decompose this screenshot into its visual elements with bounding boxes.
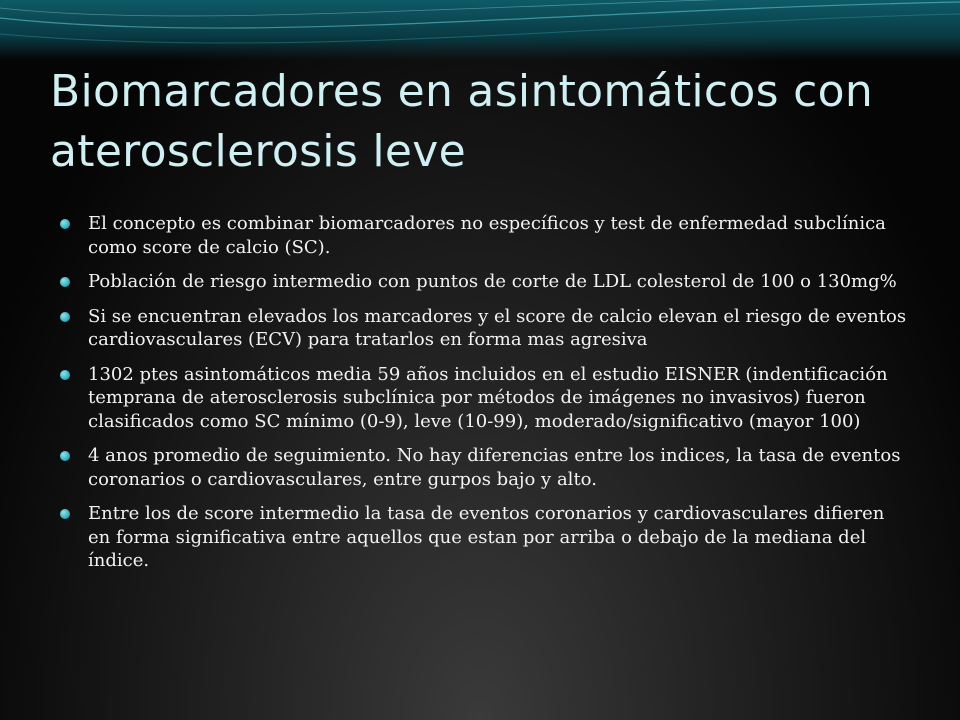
bullet-dot-icon bbox=[60, 219, 70, 229]
bullet-dot-icon bbox=[60, 451, 70, 461]
bullet-item bbox=[60, 502, 910, 573]
bullet-dot-icon bbox=[60, 312, 70, 322]
bullet-text: El concepto es combinar biomarcadores no específicos y test de enfermedad subclínica como score de calcio (SC). bbox=[88, 213, 886, 258]
bullet-dot-icon bbox=[60, 370, 70, 380]
slide-title: Biomarcadores en asintomáticos con aterosclerosis leve bbox=[50, 66, 874, 177]
bullet-dot-icon bbox=[60, 277, 70, 287]
bullet-dot-icon bbox=[60, 509, 70, 519]
bullet-item bbox=[60, 444, 910, 491]
bullet-text: Si se encuentran elevados los marcadores y el score de calcio elevan el riesgo de eventos cardiovasculares (ECV) para tratarlos en forma mas agresiva bbox=[88, 305, 907, 350]
bullet-item bbox=[60, 270, 910, 294]
bullet-text: Población de riesgo intermedio con puntos de corte de LDL colesterol de 100 o 130mg% bbox=[88, 271, 897, 292]
bullet-item bbox=[60, 363, 910, 434]
bullet-item bbox=[60, 212, 910, 259]
bullet-text: Entre los de score intermedio la tasa de eventos coronarios y cardiovasculares difieren en forma significativa entre aquellos que estan por arriba o debajo de la mediana del índice. bbox=[88, 503, 885, 571]
bullet-text: 1302 ptes asintomáticos media 59 años incluidos en el estudio EISNER (indentificación temprana de aterosclerosis subclínica por métodos de imágenes no invasivos) fueron clasificados como SC mínimo (0-9), leve (10-99), moderado/significativo (mayor 100) bbox=[88, 363, 888, 432]
bullet-item bbox=[60, 305, 910, 352]
bullet-text: 4 anos promedio de seguimiento. No hay diferencias entre los indices, la tasa de eventos coronarios o cardiovasculares, entre gurpos bajo y alto. bbox=[88, 445, 901, 490]
bullet-list bbox=[60, 212, 910, 584]
